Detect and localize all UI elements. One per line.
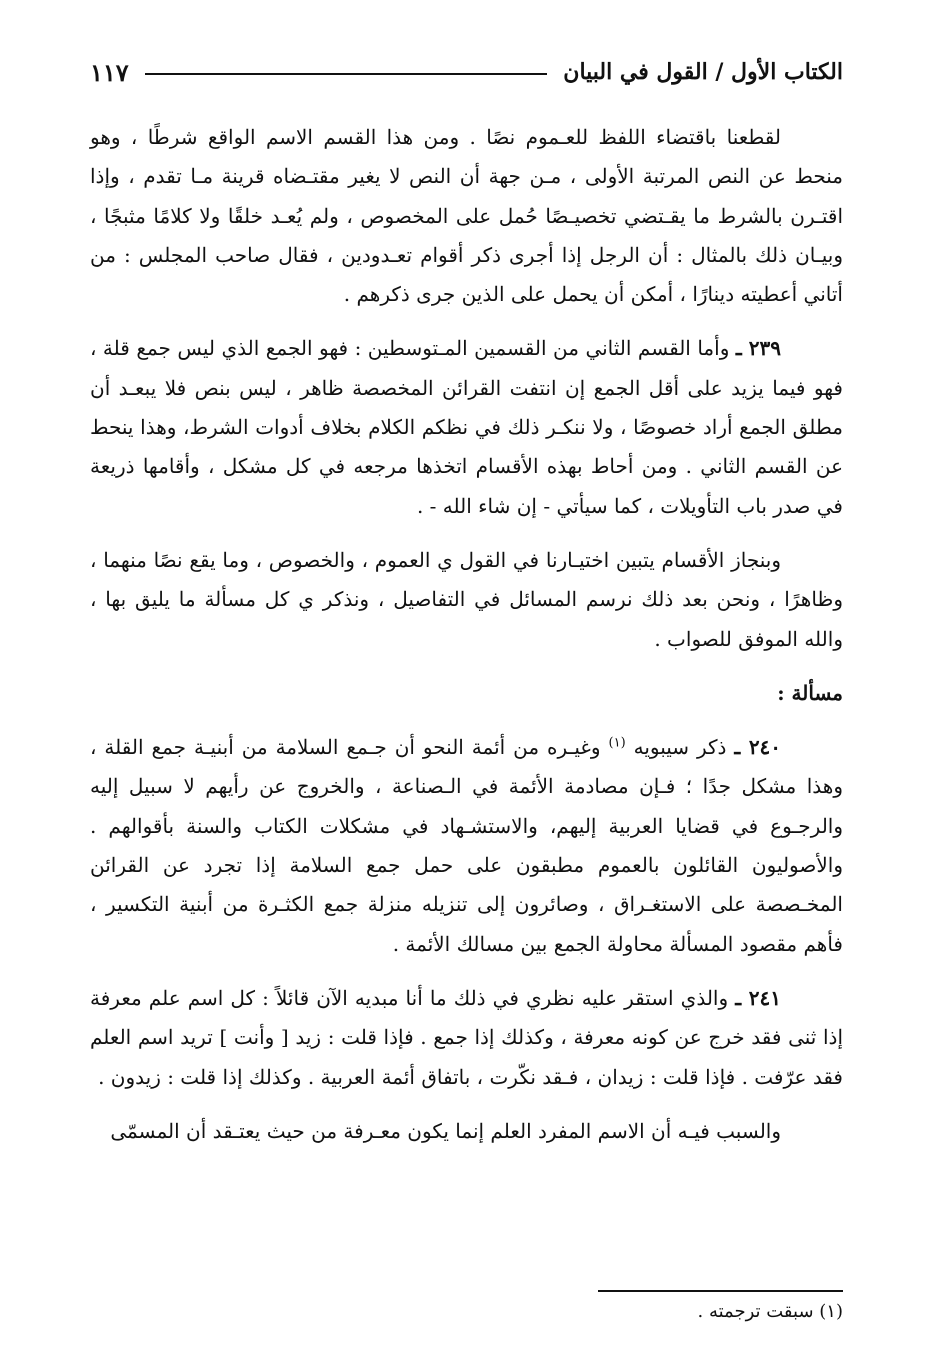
paragraph-241 (90, 979, 843, 1097)
paragraph-239 (90, 329, 843, 525)
text-line: منهما ، وظاهرًا ، ونحن بعد ذلك نرسم المسائل في التفاصيل ، ونذكر ي كل مسألة ما (90, 547, 844, 612)
text-line: وأما القسم الثاني من القسمين المـتوسطين : فهو الجمع الذي ليس جمع (136, 336, 730, 361)
paragraph-number: ٢٤١ ـ (735, 985, 781, 1010)
text-line: عن النص المرتبة الأولى ، مـن جهة أن النص لا يغير مقتـضاه قرينة مـا تقدم ، وإذا (90, 164, 786, 189)
text-line: المجلس : من أتاني أعطيته دينارًا ، أمكن أن يحمل على الذين جرى ذكرهم . (90, 242, 843, 307)
paragraph (90, 1112, 843, 1151)
page-number: ١١٧ (90, 57, 129, 87)
text-line: سبيل إليه والرجـوع في قضايا العربية إليهم، والاستشـهاد في مشكلات الكتاب والسنة (90, 774, 843, 838)
text-line: والسبب فيـه أن الاسم المفرد العلم إنما يكون معـرفة من حيث يعتـقد أن المسمّى (110, 1118, 781, 1143)
text-line: مشكل ، وأقامها ذريعة في صدر باب التأويلات ، كما سيأتي - إن شاء الله - . (90, 454, 843, 518)
text-line: اقتـرن بالشرط ما يقـتضي تخصيـصًا حُمل على المخصوص ، ولم يُعـد خلقًا ولا كلامًا (153, 203, 844, 228)
paragraph-number: ٢٤٠ ـ (734, 735, 782, 760)
section-heading: مسألة : (777, 680, 843, 705)
text-line: وبنجاز الأقسام يتبين اختيـارنا في القول ي العموم ، والخصوص ، وما يقع نصًا (153, 547, 782, 572)
paragraph-number: ٢٣٩ ـ (735, 336, 782, 361)
page-body (90, 118, 843, 1151)
text-line: والذي استقر عليه نظري في ذلك ما أنا مبديه الآن قائلاً : كل اسم علم (148, 985, 729, 1010)
header-rule (145, 73, 548, 75)
text-line: قلة ، فهو فيما يزيد على أقل الجمع إن انتفت القرائن المخصصة ظاهر ، ليس بنص فلا (90, 336, 843, 400)
page-header (90, 50, 843, 94)
text-line: مثبجًا ، وبيـان ذلك بالمثال : أن الرجل إذا أجرى ذكر أقوام تعـدودين ، فقال صاحب (90, 203, 843, 267)
text-line: وكذلك إذا قلت : زيدون . (98, 1064, 302, 1089)
text-line: القلة ، وهذا مشكل جدًا ؛ فـإن مصادمة الأئمة في الـصناعة ، والخروج عن رأيهم لا (90, 735, 843, 799)
text-line: ذكر سيبويه (633, 735, 727, 760)
text-line: الشرط، وهذا ينحط عن القسم الثاني . ومن أحاط بهذه الأقسام اتخذها مرجعه في كل (90, 415, 843, 479)
text-line: بأقوالهم . والأصوليون القائلون بالعموم مطبقون على حمل جمع السلامة إذا تجرد عن (90, 813, 843, 878)
text-line: القرائن المخـصصة على الاستغـراق ، وصائرون إلى تنزيله منزلة جمع الكثـرة من أبنية (90, 853, 843, 917)
footnote-divider (598, 1290, 843, 1292)
paragraph (90, 118, 843, 314)
text-line: لقطعنا باقتضاء اللفظ للعـموم نصًا . ومن هذا القسم الاسم الواقع شرطًا ، وهو منحط (90, 125, 844, 189)
text-line: معرفة إذا ثنى فقد خرج عن كونه معرفة ، وكذلك إذا جمع . فإذا قلت : زيد [ وأنت ] (90, 985, 843, 1050)
text-line: وغيـره من أئمة النحو أن جـمع السلامة من أبنيـة جمع (151, 735, 601, 760)
running-title: الكتاب الأول / القول في البيان (563, 59, 843, 85)
footnote: (١) سبقت ترجمته . (697, 1301, 843, 1322)
paragraph-240 (90, 728, 843, 964)
text-line: تريد اسم العلم فقد عرّفت . فإذا قلت : زيدان ، فـقد نكّرت ، باتفاق أئمة العربية . (90, 1025, 843, 1089)
text-line: يليق بها ، والله الموفق للصواب . (90, 587, 843, 651)
paragraph (90, 541, 843, 659)
text-line: التكسير ، فأهم مقصود المسألة محاولة الجمع بين مسالك الأئمة . (90, 892, 843, 956)
text-line: يبعـد أن مطلق الجمع أراد خصوصًا ، ولا ننكـر ذلك في نظكم الكلام بخلاف أدوات (90, 375, 844, 440)
footnote-reference[interactable]: (١) (608, 735, 626, 751)
